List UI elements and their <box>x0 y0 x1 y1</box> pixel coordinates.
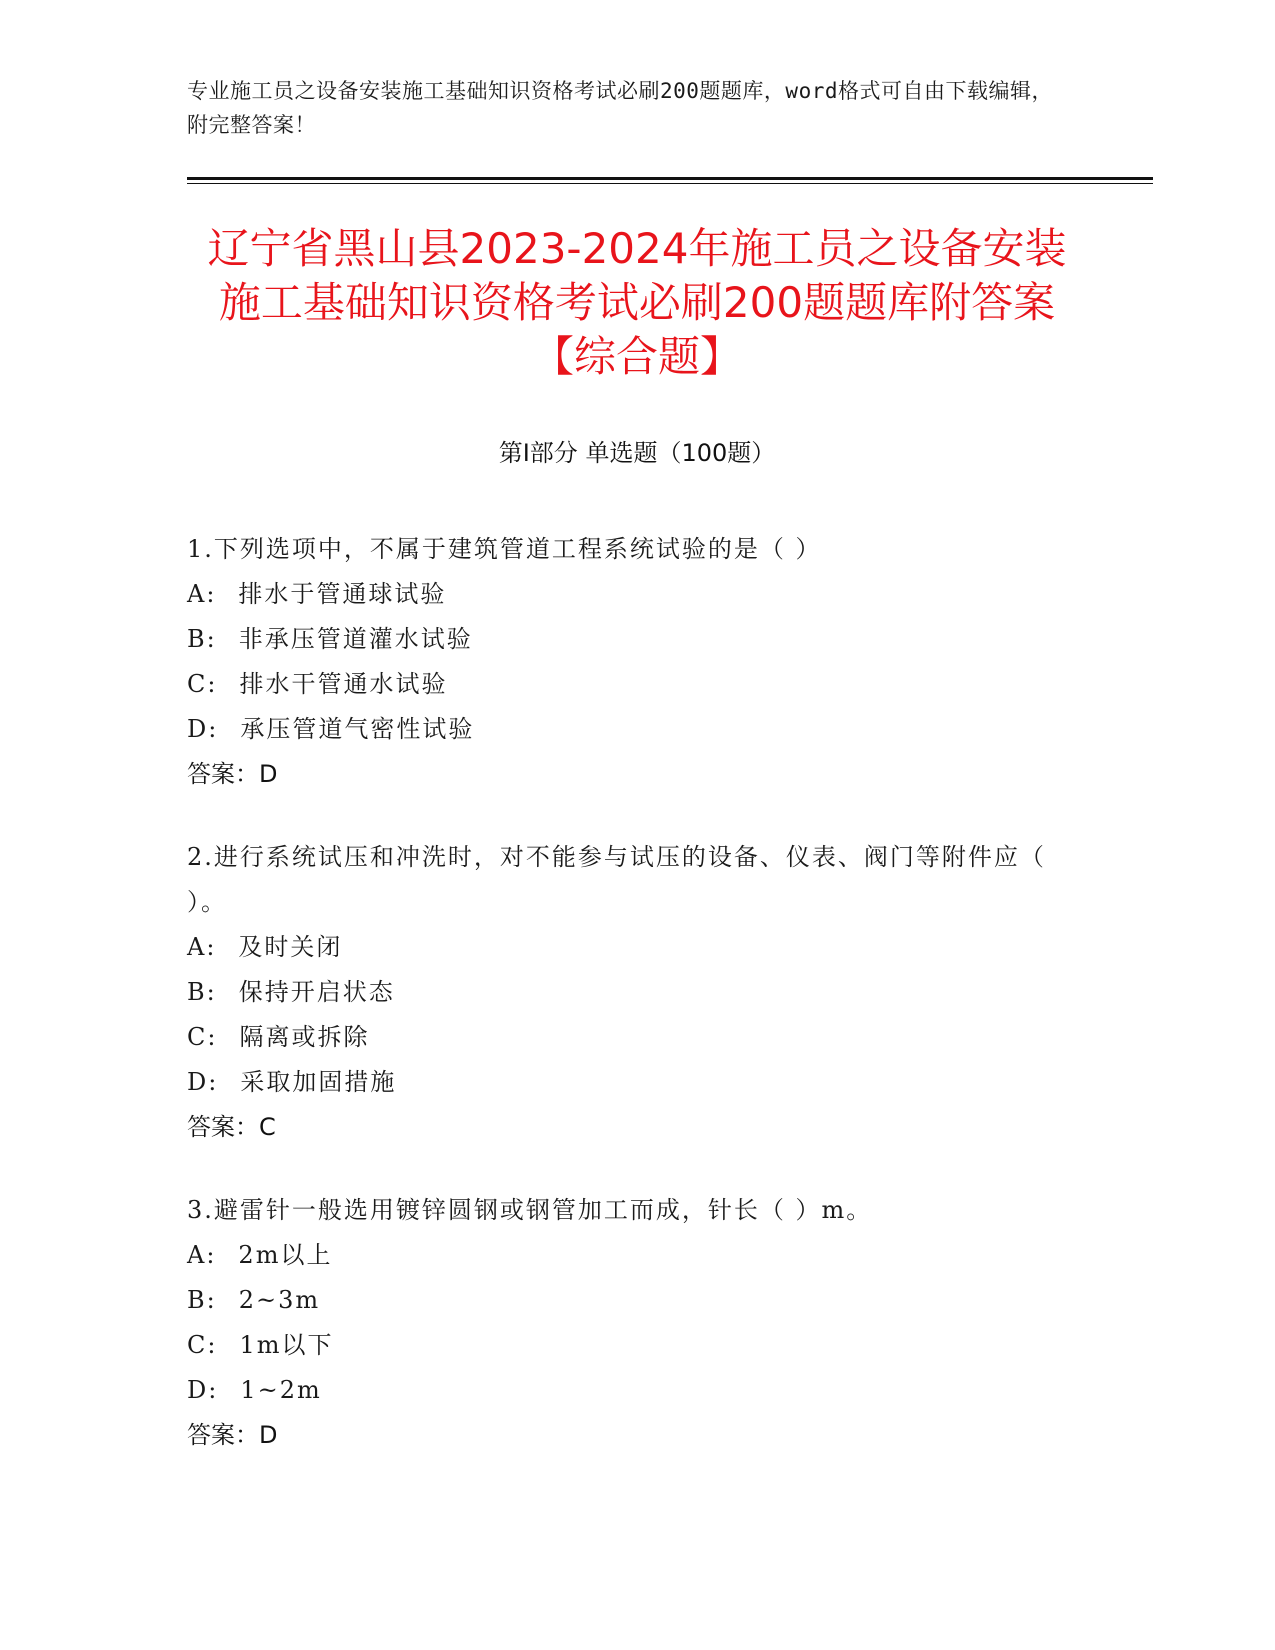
option-text: 排水于管通球试验 <box>238 580 447 608</box>
option-letter: C: <box>187 1331 218 1359</box>
question-1 <box>187 527 1067 797</box>
option-d <box>187 707 1067 752</box>
question-list <box>187 527 1067 1496</box>
option-d <box>187 1368 1067 1413</box>
option-letter: C: <box>187 670 218 698</box>
option-text: 采取加固措施 <box>240 1068 397 1096</box>
question-stem: 2.进行系统试压和冲洗时，对不能参与试压的设备、仪表、阀门等附件应（ ）。 <box>187 843 1046 916</box>
option-letter: D: <box>187 1068 219 1096</box>
answer: 答案：D <box>187 1421 278 1449</box>
option-letter: B: <box>187 625 217 653</box>
question-3 <box>187 1188 1067 1458</box>
question-2 <box>187 835 1067 1150</box>
option-text: 1m以下 <box>239 1331 334 1359</box>
option-letter: C: <box>187 1023 218 1051</box>
option-text: 隔离或拆除 <box>239 1023 370 1051</box>
option-b <box>187 617 1067 662</box>
answer: 答案：D <box>187 760 278 788</box>
question-stem: 1.下列选项中，不属于建筑管道工程系统试验的是（ ） <box>187 535 822 563</box>
question-stem: 3.避雷针一般选用镀锌圆钢或钢管加工而成，针长（ ）m。 <box>187 1196 873 1224</box>
option-text: 保持开启状态 <box>238 978 395 1006</box>
option-b <box>187 1278 1067 1323</box>
option-text: 承压管道气密性试验 <box>240 715 475 743</box>
option-text: 及时关闭 <box>238 933 343 961</box>
answer: 答案：C <box>187 1113 276 1141</box>
document-title: 辽宁省黑山县2023-2024年施工员之设备安装施工基础知识资格考试必刷200题题库附答案【综合题】 <box>207 224 1067 381</box>
option-letter: D: <box>187 1376 219 1404</box>
option-letter: B: <box>187 978 217 1006</box>
option-a <box>187 1233 1067 1278</box>
option-letter: B: <box>187 1286 217 1314</box>
option-a <box>187 925 1067 970</box>
header-rule-thin <box>187 183 1153 184</box>
option-letter: A: <box>187 1241 217 1269</box>
option-letter: A: <box>187 580 217 608</box>
header-rule-thick <box>187 177 1153 180</box>
header-note: 专业施工员之设备安装施工基础知识资格考试必刷200题题库，word格式可自由下载编辑，附完整答案！ <box>187 79 1053 137</box>
option-text: 2~3m <box>238 1286 321 1314</box>
option-c <box>187 1015 1067 1060</box>
option-letter: A: <box>187 933 217 961</box>
option-a <box>187 572 1067 617</box>
option-c <box>187 1323 1067 1368</box>
option-letter: D: <box>187 715 219 743</box>
section-title: 第Ⅰ部分 单选题（100题） <box>498 439 776 467</box>
option-b <box>187 970 1067 1015</box>
option-d <box>187 1060 1067 1105</box>
option-text: 排水干管通水试验 <box>239 670 448 698</box>
option-text: 1~2m <box>240 1376 322 1404</box>
option-c <box>187 662 1067 707</box>
option-text: 非承压管道灌水试验 <box>238 625 473 653</box>
option-text: 2m以上 <box>238 1241 333 1269</box>
